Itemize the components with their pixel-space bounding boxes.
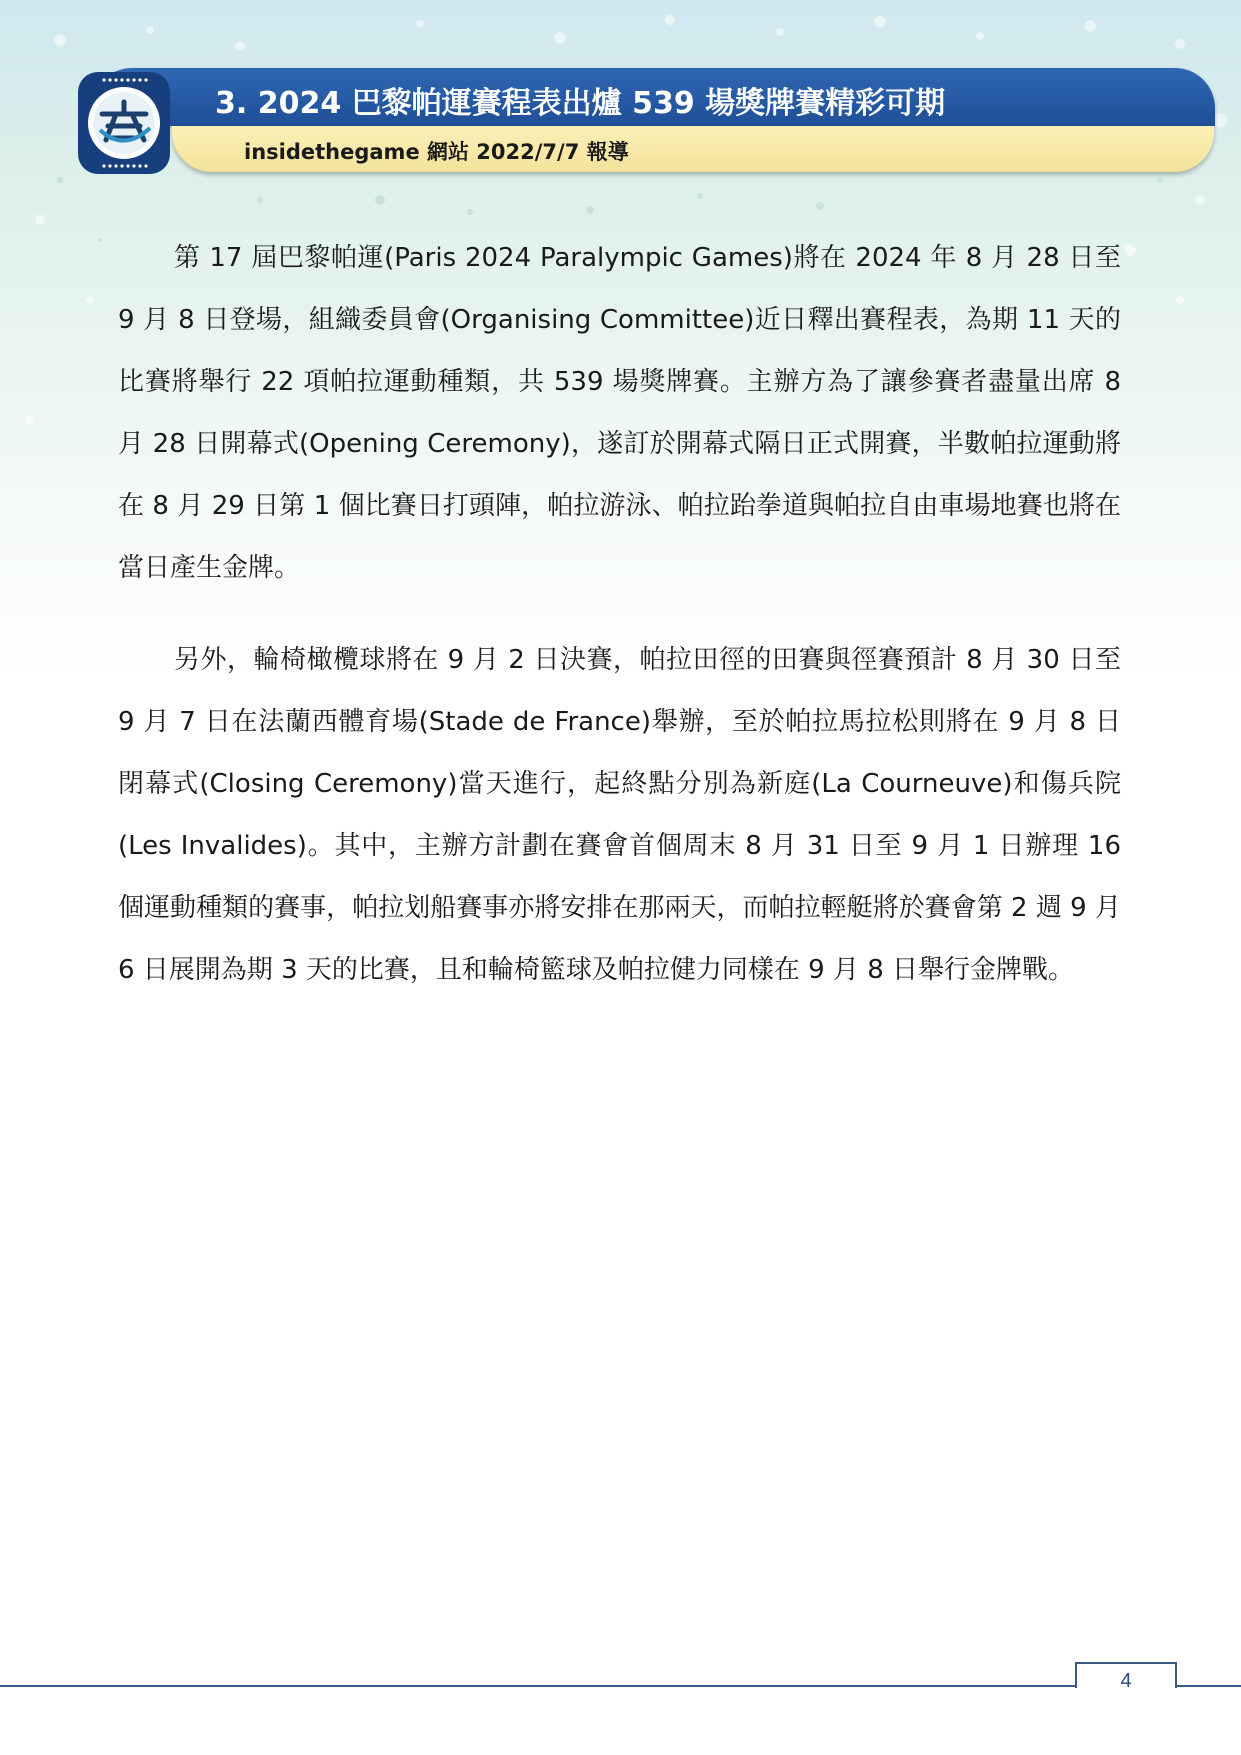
page-number-tab (1075, 1662, 1177, 1692)
sports-emblem-icon (72, 68, 176, 178)
footer-rule (0, 1685, 1241, 1687)
page-number: 4 (1120, 1670, 1132, 1692)
paragraph-2: 另外，輪椅橄欖球將在 9 月 2 日決賽，帕拉田徑的田賽與徑賽預計 8 月 30 日至 9 月 7 日在法蘭西體育場(Stade de France)舉辦，至於帕拉馬拉松則將在 9 月 8 日閉幕式(Closing Ceremony)當天進行，起終點分別為新庭(La Courneuve)和傷兵院(Les Invalides)。其中，主辦方計劃在賽會首個周末 8 月 31 日至 9 月 1 日辦理 16 個運動種類的賽事，帕拉划船賽事亦將安排在那兩天，而帕拉輕艇將於賽會第 2 週 9 月 6 日展開為期 3 天的比賽，且和輪椅籃球及帕拉健力同樣在 9 月 8 日舉行金牌戰。 (118, 645, 1121, 985)
paragraph-1: 第 17 屆巴黎帕運(Paris 2024 Paralympic Games)將在 2024 年 8 月 28 日至 9 月 8 日登場，組織委員會(Organising Committee)近日釋出賽程表，為期 11 天的比賽將舉行 22 項帕拉運動種類，共 539 場獎牌賽。主辦方為了讓參賽者盡量出席 8 月 28 日開幕式(Opening Ceremony)，遂訂於開幕式隔日正式開賽，半數帕拉運動將在 8 月 29 日第 1 個比賽日打頭陣，帕拉游泳、帕拉跆拳道與帕拉自由車場地賽也將在當日產生金牌。 (118, 243, 1121, 583)
section-header (72, 68, 1215, 178)
source-subtitle: insidethegame 網站 2022/7/7 報導 (244, 140, 629, 164)
page-title: 3. 2024 巴黎帕運賽程表出爐 539 場獎牌賽精彩可期 (215, 86, 946, 121)
article-body (118, 227, 1121, 1001)
